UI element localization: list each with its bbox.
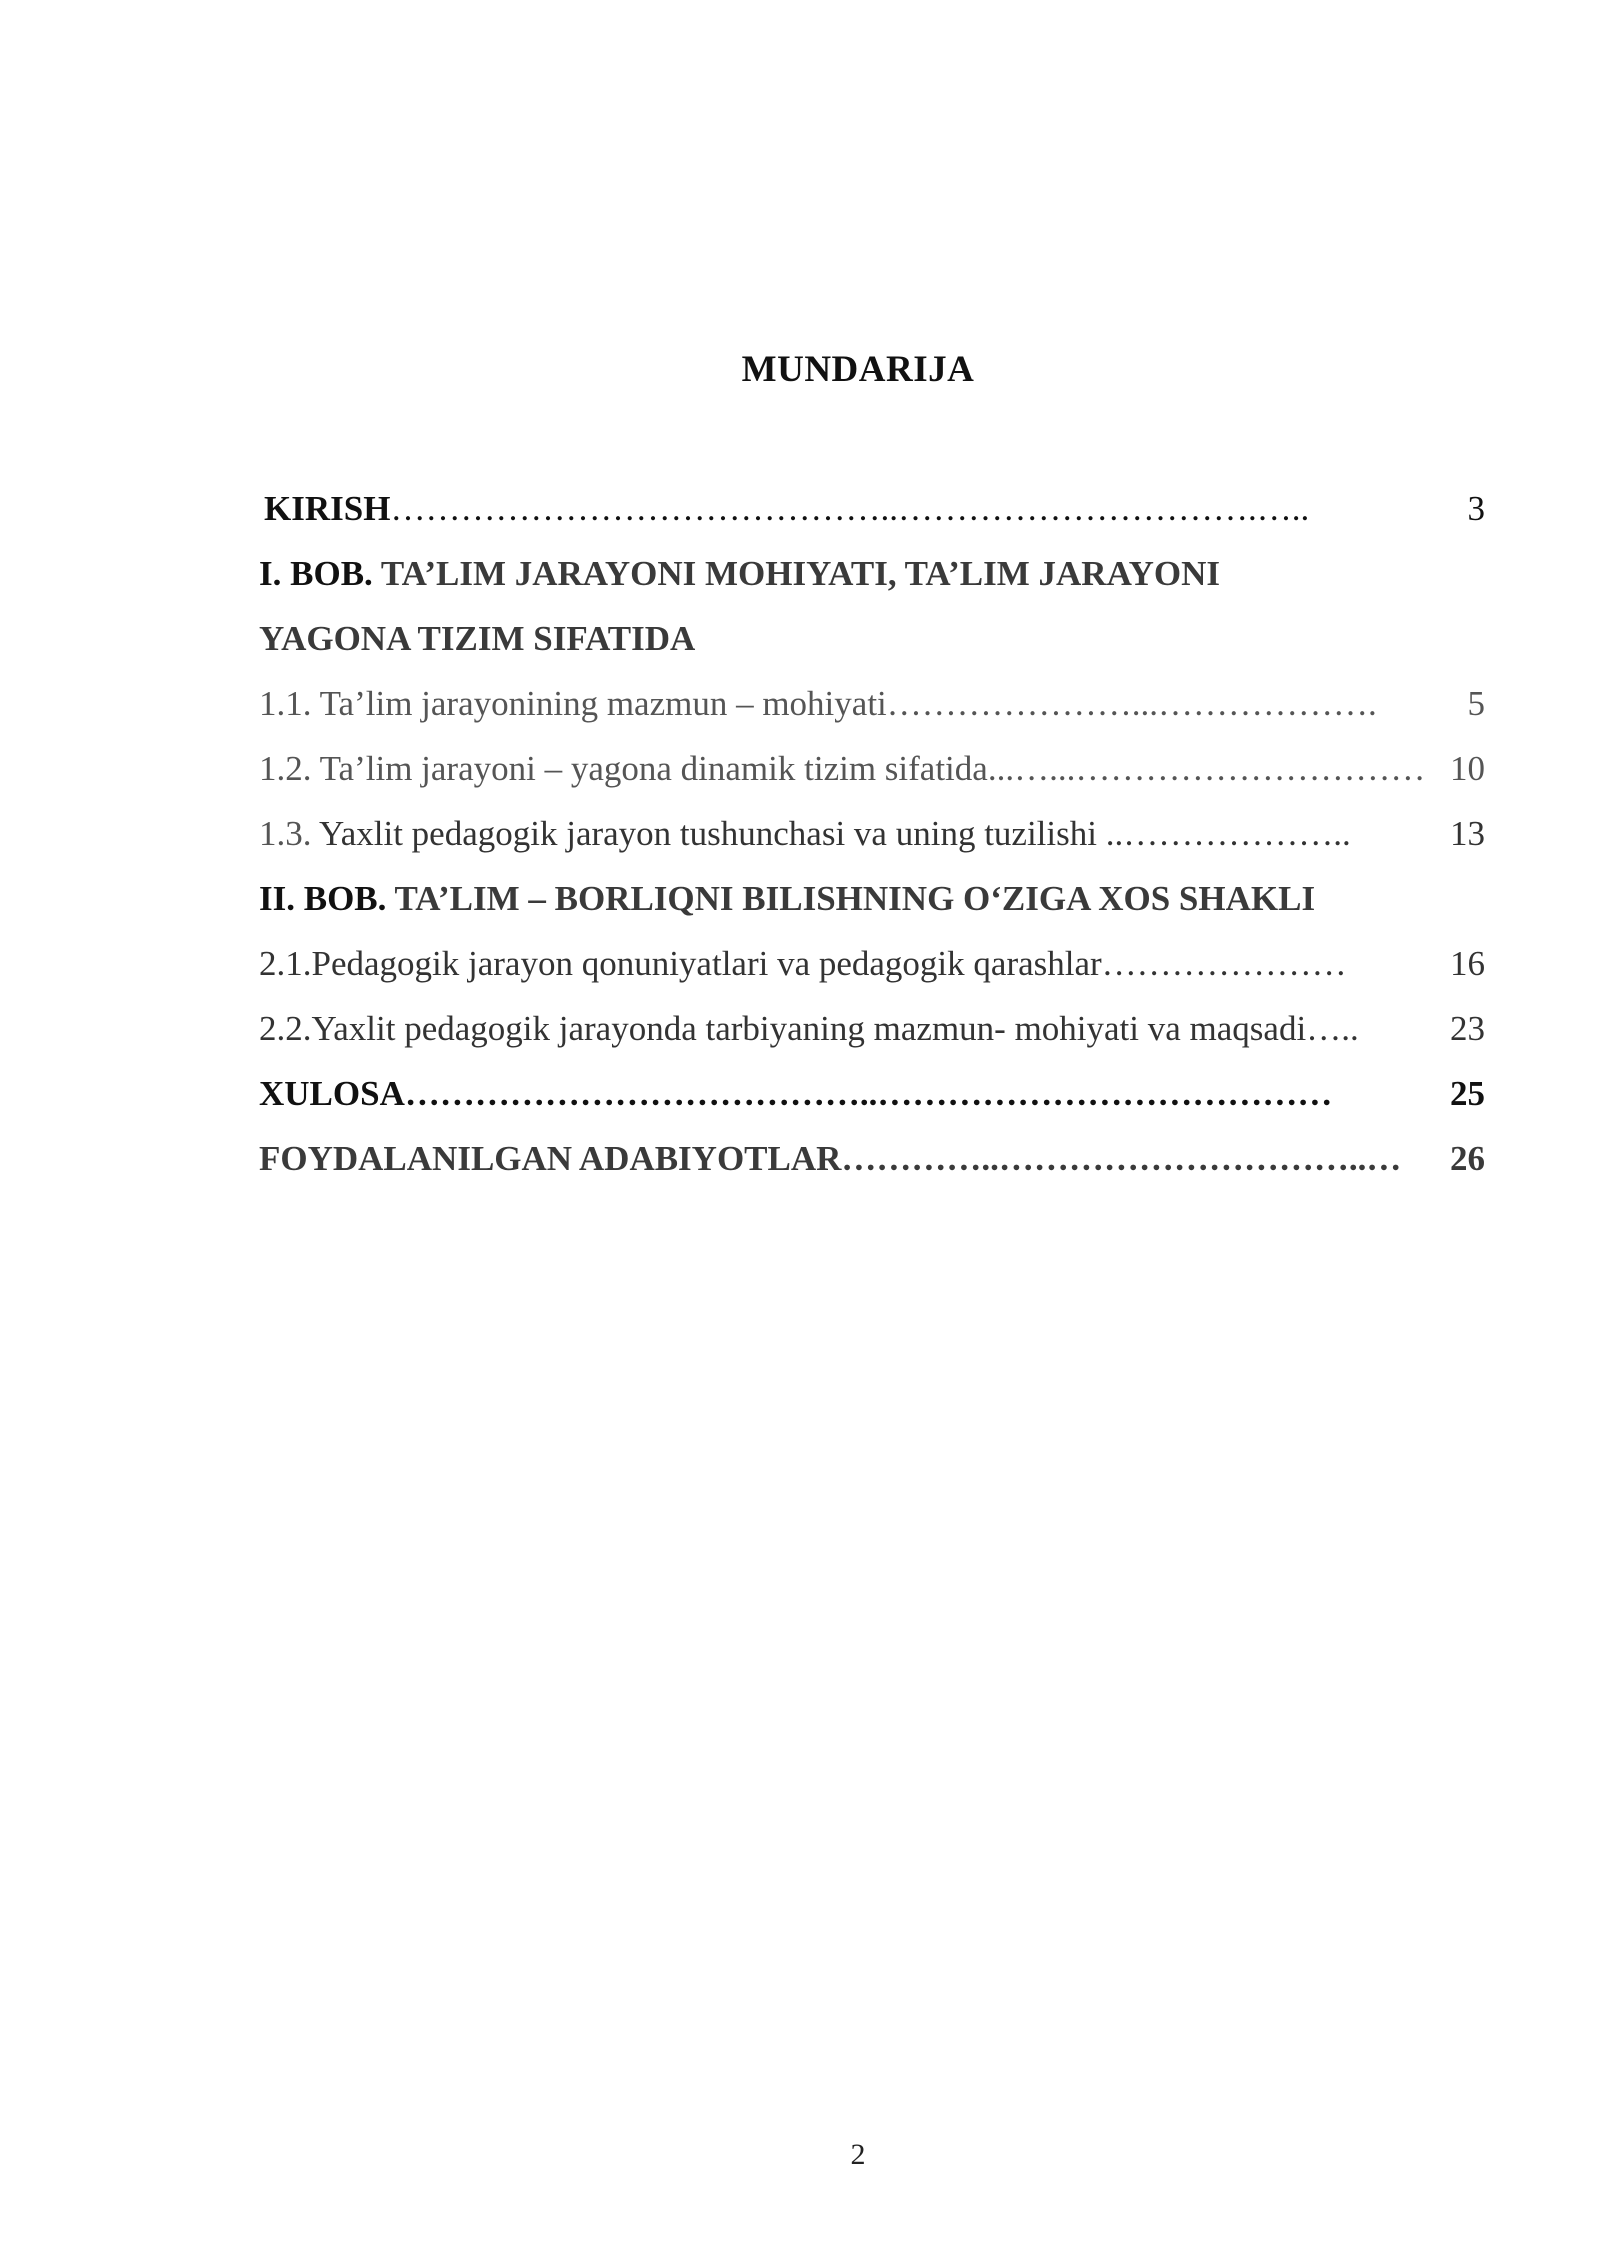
toc-entry-1-2[interactable] (259, 736, 1485, 801)
toc-entry-adabiyotlar[interactable] (259, 1126, 1485, 1191)
chapter-title: TA’LIM JARAYONI MOHIYATI, TA’LIM JARAYONI (372, 554, 1221, 593)
toc-entry-label: 1.3. Yaxlit pedagogik jarayon tushunchasi va uning tuzilishi ..……………….. (259, 814, 1351, 853)
chapter-title: TA’LIM – BORLIQNI BILISHNING O‘ZIGA XOS SHAKLI (386, 879, 1316, 918)
toc-entry-label: XULOSA…………………………………..………………………………… (259, 1074, 1333, 1113)
toc-entry-2-1[interactable] (259, 931, 1485, 996)
toc-page-number: 13 (1450, 814, 1485, 853)
toc-entry-2-2[interactable] (259, 996, 1485, 1061)
toc-entry-label: FOYDALANILGAN ADABIYOTLAR…………..…………………………..… (259, 1139, 1402, 1178)
toc-page-number: 5 (1467, 684, 1485, 723)
toc-entry-label: KIRISH……………………………………..………………………….….. (264, 489, 1310, 528)
toc-chapter-1-line1[interactable] (259, 541, 1485, 606)
toc-page-number: 10 (1450, 749, 1485, 788)
toc-entry-label: 2.2.Yaxlit pedagogik jarayonda tarbiyaning mazmun- mohiyati va maqsadi….. (259, 1009, 1359, 1048)
toc-entry-kirish[interactable] (259, 476, 1485, 541)
table-of-contents (259, 476, 1485, 1191)
toc-entry-xulosa[interactable] (259, 1061, 1485, 1126)
chapter-title-continued: YAGONA TIZIM SIFATIDA (259, 619, 696, 658)
toc-entry-label: 1.2. Ta’lim jarayoni – yagona dinamik tizim sifatida...…...………………………… (259, 749, 1426, 788)
toc-page-number: 25 (1450, 1074, 1485, 1113)
toc-page-number: 3 (1467, 489, 1485, 528)
page-number: 2 (850, 2138, 866, 2171)
chapter-lead: II. BOB. (259, 879, 387, 918)
toc-entry-label: 2.1.Pedagogik jarayon qonuniyatlari va pedagogik qarashlar………………… (259, 944, 1347, 983)
toc-page-number: 26 (1450, 1139, 1485, 1178)
toc-entry-label: 1.1. Ta’lim jarayonining mazmun – mohiyati…………………...………………. (259, 684, 1377, 723)
toc-chapter-2[interactable] (259, 866, 1485, 931)
toc-page-number: 23 (1450, 1009, 1485, 1048)
chapter-lead: I. BOB. (259, 554, 373, 593)
toc-entry-1-1[interactable] (259, 671, 1485, 736)
toc-chapter-1-line2[interactable] (259, 606, 1485, 671)
toc-entry-1-3[interactable] (259, 801, 1485, 866)
toc-page-number: 16 (1450, 944, 1485, 983)
page-title: MUNDARIJA (741, 349, 975, 390)
